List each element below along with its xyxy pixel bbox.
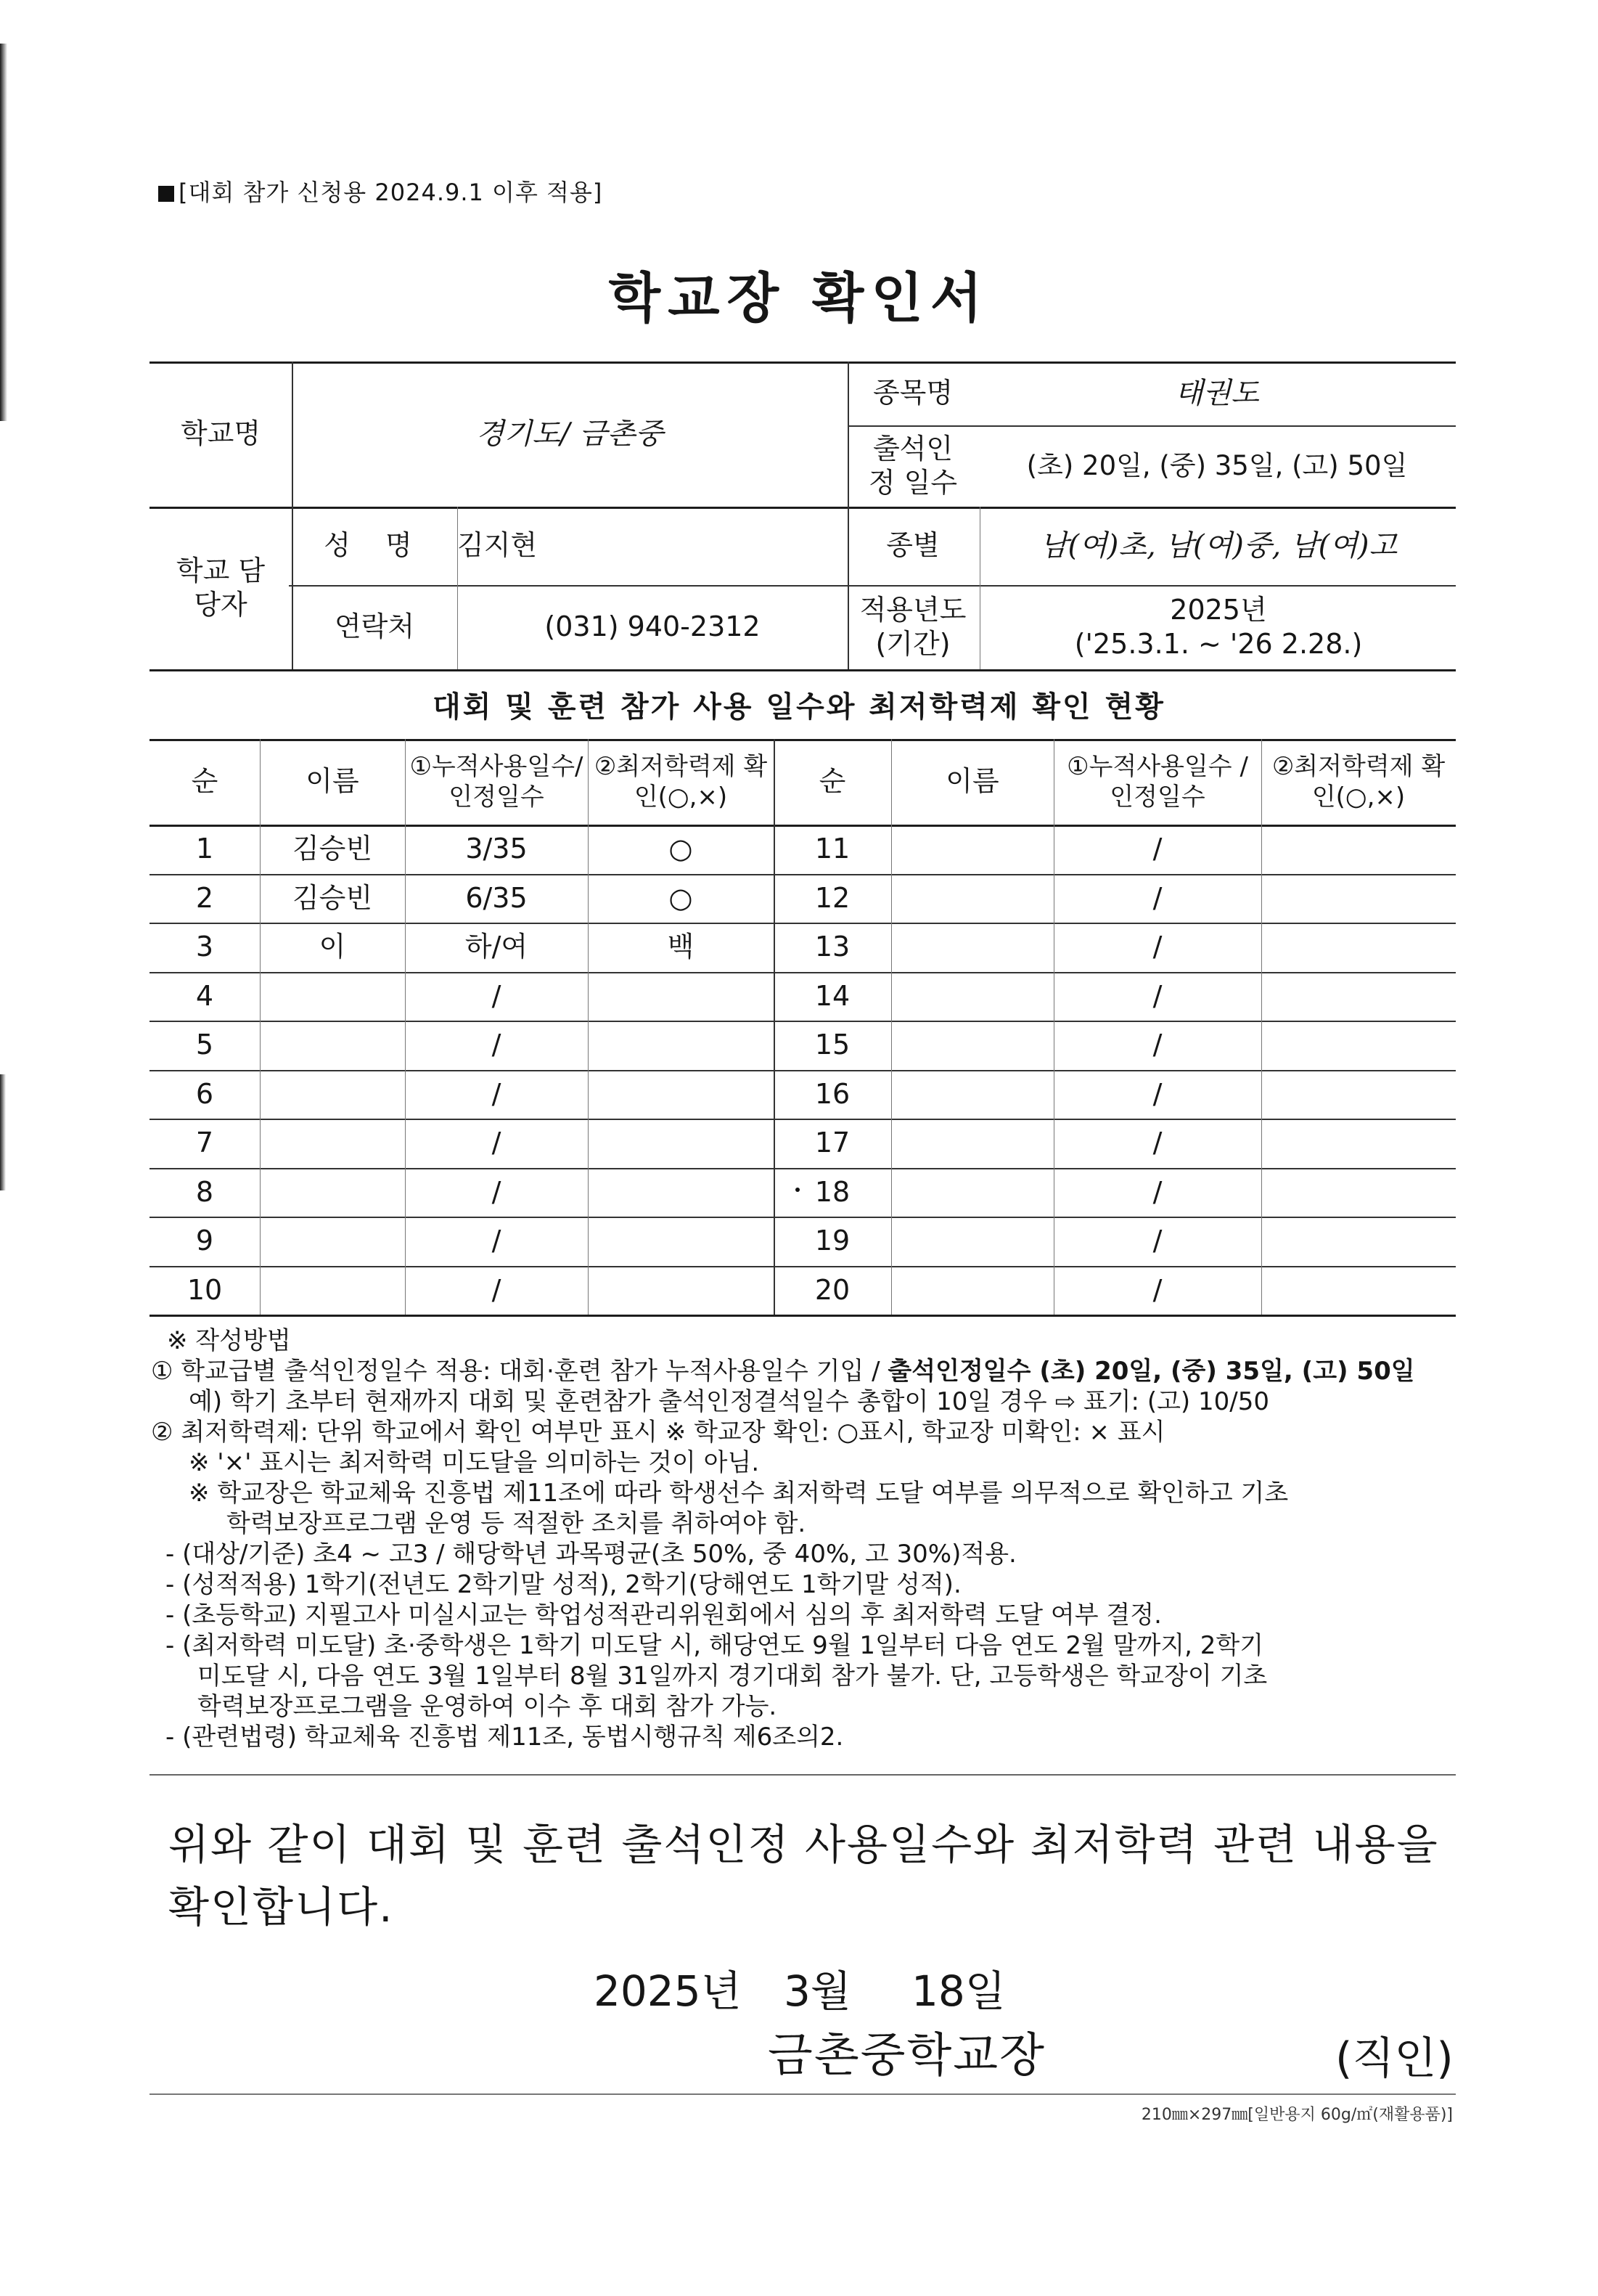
year-value-cell — [981, 585, 1456, 669]
attendance-value: (초) 20일, (중) 35일, (고) 50일 — [1026, 449, 1408, 481]
row-days: / — [1152, 881, 1163, 914]
row-name — [891, 1168, 1054, 1217]
row-days: 3/35 — [465, 833, 528, 865]
row-days: / — [1152, 931, 1163, 963]
row-no: 5 — [195, 1029, 214, 1061]
row-name — [260, 1070, 405, 1119]
row-days: 6/35 — [465, 881, 528, 914]
principal-name: 금촌중학교장 — [768, 2029, 1046, 2083]
row-check: ○ — [668, 833, 693, 865]
instruction-item-2: ② 최저학력제: 단위 학교에서 확인 여부만 표시 ※ 학교장 확인: ○표시, 학교장 미확인: × 표시 — [151, 1418, 1165, 1447]
row-days: / — [1152, 1077, 1163, 1110]
row-check — [588, 1168, 774, 1217]
row-name: 이 — [319, 931, 346, 963]
date-year: 2025년 — [594, 1966, 742, 2016]
school-name-value: 경기도/ 금촌중 — [475, 417, 664, 451]
row-no: 20 — [814, 1273, 851, 1306]
header-no: 순 — [819, 765, 846, 798]
contact-value: (031) 940-2312 — [544, 610, 761, 643]
row-no: 13 — [814, 931, 851, 963]
row-days: / — [491, 1225, 501, 1257]
row-check — [588, 1070, 774, 1119]
row-days: / — [491, 1127, 501, 1159]
row-check: ○ — [668, 881, 693, 914]
row-name — [891, 1021, 1054, 1070]
row-check — [588, 1119, 774, 1168]
instructions — [151, 1325, 1472, 1752]
row-check — [1261, 825, 1456, 874]
header-cumulative-days: ①누적사용일수/인정일수 — [409, 751, 583, 812]
confirmation-line: 위와 같이 대회 및 훈련 출석인정 사용일수와 최저학력 관련 내용을 — [168, 1820, 1439, 1869]
stray-mark — [795, 1188, 800, 1192]
table-rule — [149, 1315, 1456, 1317]
name-value: 김지현 — [457, 529, 538, 562]
row-days: / — [1152, 1225, 1163, 1257]
row-no: 2 — [195, 881, 214, 914]
year-value: 2025년 — [1170, 593, 1267, 626]
row-name — [891, 1266, 1054, 1315]
row-check — [1261, 1266, 1456, 1315]
row-days: / — [1152, 1175, 1163, 1208]
top-note — [158, 174, 602, 208]
row-no: 7 — [195, 1127, 214, 1159]
row-no: 14 — [814, 979, 851, 1012]
row-no: 3 — [195, 931, 214, 963]
row-no: 1 — [195, 833, 214, 865]
row-no: 9 — [195, 1225, 214, 1257]
row-check — [1261, 1070, 1456, 1119]
instruction-detail: - (관련법령) 학교체육 진흥법 제11조, 동법시행규칙 제6조의2. — [165, 1723, 844, 1752]
row-name — [260, 972, 405, 1021]
document-title: 학교장 확인서 — [608, 267, 990, 330]
instruction-note: ※ '×' 표시는 최저학력 미도달을 의미하는 것이 아님. — [189, 1448, 760, 1477]
gender-label: 종별 — [886, 529, 940, 562]
row-no: 12 — [814, 881, 851, 914]
row-name — [260, 1119, 405, 1168]
manager-label: 학교 담당자 — [176, 554, 266, 621]
header-min-academic: ②최저학력제 확인(○,×) — [1271, 751, 1446, 812]
row-no: 19 — [814, 1225, 851, 1257]
section-title: 대회 및 훈련 참가 사용 일수와 최저학력제 확인 현황 — [433, 690, 1165, 724]
row-check — [588, 1021, 774, 1070]
instruction-note: 학력보장프로그램 운영 등 적절한 조치를 취하여야 함. — [226, 1509, 806, 1538]
row-check — [1261, 1021, 1456, 1070]
date-month: 3월 — [784, 1966, 851, 2016]
confirmation-line: 확인합니다. — [168, 1882, 394, 1932]
row-name — [260, 1266, 405, 1315]
instruction-detail: 미도달 시, 다음 연도 3월 1일부터 8월 31일까지 경기대회 참가 불가. 단, 고등학생은 학교장이 기초 — [197, 1662, 1268, 1691]
period-value: ('25.3.1. ~ '26 2.28.) — [1074, 628, 1363, 660]
header-name: 이름 — [946, 765, 999, 798]
row-days: / — [491, 979, 501, 1012]
row-check — [588, 972, 774, 1021]
square-bullet-icon — [158, 186, 174, 202]
instruction-detail: - (최저학력 미도달) 초·중학생은 1학기 미도달 시, 해당연도 9월 1일부터 다음 연도 2월 말까지, 2학기 — [165, 1631, 1264, 1660]
attendance-label: 출석인정 일수 — [868, 432, 958, 499]
row-no: 16 — [814, 1077, 851, 1110]
official-seal: (직인) — [1335, 2033, 1454, 2084]
row-name: 김승빈 — [292, 881, 373, 914]
row-check — [588, 1266, 774, 1315]
row-name — [891, 1217, 1054, 1266]
row-days: 하/여 — [464, 931, 528, 963]
confirmation-statement — [168, 1813, 1439, 1938]
row-no: 17 — [814, 1127, 851, 1159]
instruction-note: ※ 학교장은 학교체육 진흥법 제11조에 따라 학생선수 최저학력 도달 여부를 의무적으로 확인하고 기초 — [189, 1479, 1289, 1508]
row-name: 김승빈 — [292, 833, 373, 865]
row-name — [260, 1217, 405, 1266]
row-check — [1261, 923, 1456, 972]
row-days: / — [1152, 1273, 1163, 1306]
instruction-item-1 — [151, 1356, 1472, 1386]
header-min-academic: ②최저학력제 확인(○,×) — [594, 751, 768, 812]
row-name — [260, 1168, 405, 1217]
row-days: / — [1152, 979, 1163, 1012]
gender-value: 남(여)초, 남(여)중, 남(여)고 — [1039, 529, 1398, 563]
row-check: 백 — [667, 931, 694, 963]
row-check — [588, 1217, 774, 1266]
row-name — [891, 972, 1054, 1021]
instructions-heading: ※ 작성방법 — [167, 1326, 291, 1355]
row-no: 4 — [195, 979, 214, 1012]
date-day: 18일 — [911, 1966, 1006, 2016]
row-name — [891, 1119, 1054, 1168]
row-no: 11 — [814, 833, 851, 865]
row-days: / — [1152, 1127, 1163, 1159]
row-name — [891, 874, 1054, 923]
row-no: 18 — [814, 1175, 851, 1208]
row-no: 8 — [195, 1175, 214, 1208]
row-check — [1261, 1119, 1456, 1168]
school-name-label: 학교명 — [180, 417, 261, 450]
instruction-item-1-bold: 출석인정일수 (초) 20일, (중) 35일, (고) 50일 — [888, 1357, 1415, 1386]
row-no: 15 — [814, 1029, 851, 1061]
top-note-text: [대회 참가 신청용 2024.9.1 이후 적용] — [179, 179, 603, 206]
scan-shadow — [0, 1074, 6, 1190]
row-no: 10 — [187, 1273, 223, 1306]
row-days: / — [491, 1175, 501, 1208]
row-check — [1261, 972, 1456, 1021]
instruction-detail: - (대상/기준) 초4 ~ 고3 / 해당학년 과목평균(초 50%, 중 40%, 고 30%)적용. — [165, 1540, 1017, 1569]
row-check — [1261, 874, 1456, 923]
row-days: / — [491, 1077, 501, 1110]
event-label: 종목명 — [872, 377, 954, 409]
row-name — [891, 1070, 1054, 1119]
contact-label: 연락처 — [334, 610, 415, 643]
row-name — [891, 923, 1054, 972]
event-value: 태권도 — [1175, 377, 1259, 410]
row-check — [1261, 1217, 1456, 1266]
header-name: 이름 — [306, 765, 359, 798]
instruction-item-1-text: ① 학교급별 출석인정일수 적용: 대회·훈련 참가 누적사용일수 기입 / — [151, 1357, 888, 1386]
instruction-detail: 학력보장프로그램을 운영하여 이수 후 대회 참가 가능. — [197, 1692, 777, 1721]
row-days: / — [491, 1029, 501, 1061]
header-no: 순 — [191, 765, 218, 798]
instruction-item-1-example: 예) 학기 초부터 현재까지 대회 및 훈련참가 출석인정결석일수 총합이 10일 경우 ⇨ 표기: (고) 10/50 — [189, 1387, 1269, 1416]
scan-shadow — [0, 44, 7, 421]
row-check — [1261, 1168, 1456, 1217]
instruction-detail: - (초등학교) 지필고사 미실시교는 학업성적관리위원회에서 심의 후 최저학력 도달 여부 결정. — [165, 1601, 1162, 1630]
paper-spec: 210㎜×297㎜[일반용지 60g/㎡(재활용품)] — [1141, 2106, 1453, 2124]
row-days: / — [1152, 833, 1163, 865]
row-no: 6 — [195, 1077, 214, 1110]
row-name — [260, 1021, 405, 1070]
row-days: / — [491, 1273, 501, 1306]
instruction-detail: - (성적적용) 1학기(전년도 2학기말 성적), 2학기(당해연도 1학기말 성적). — [165, 1570, 962, 1599]
header-cumulative-days: ①누적사용일수 /인정일수 — [1067, 751, 1248, 812]
name-label: 성 명 — [324, 529, 425, 562]
row-name — [891, 825, 1054, 874]
year-label: 적용년도 (기간) — [859, 593, 967, 660]
row-days: / — [1152, 1029, 1163, 1061]
